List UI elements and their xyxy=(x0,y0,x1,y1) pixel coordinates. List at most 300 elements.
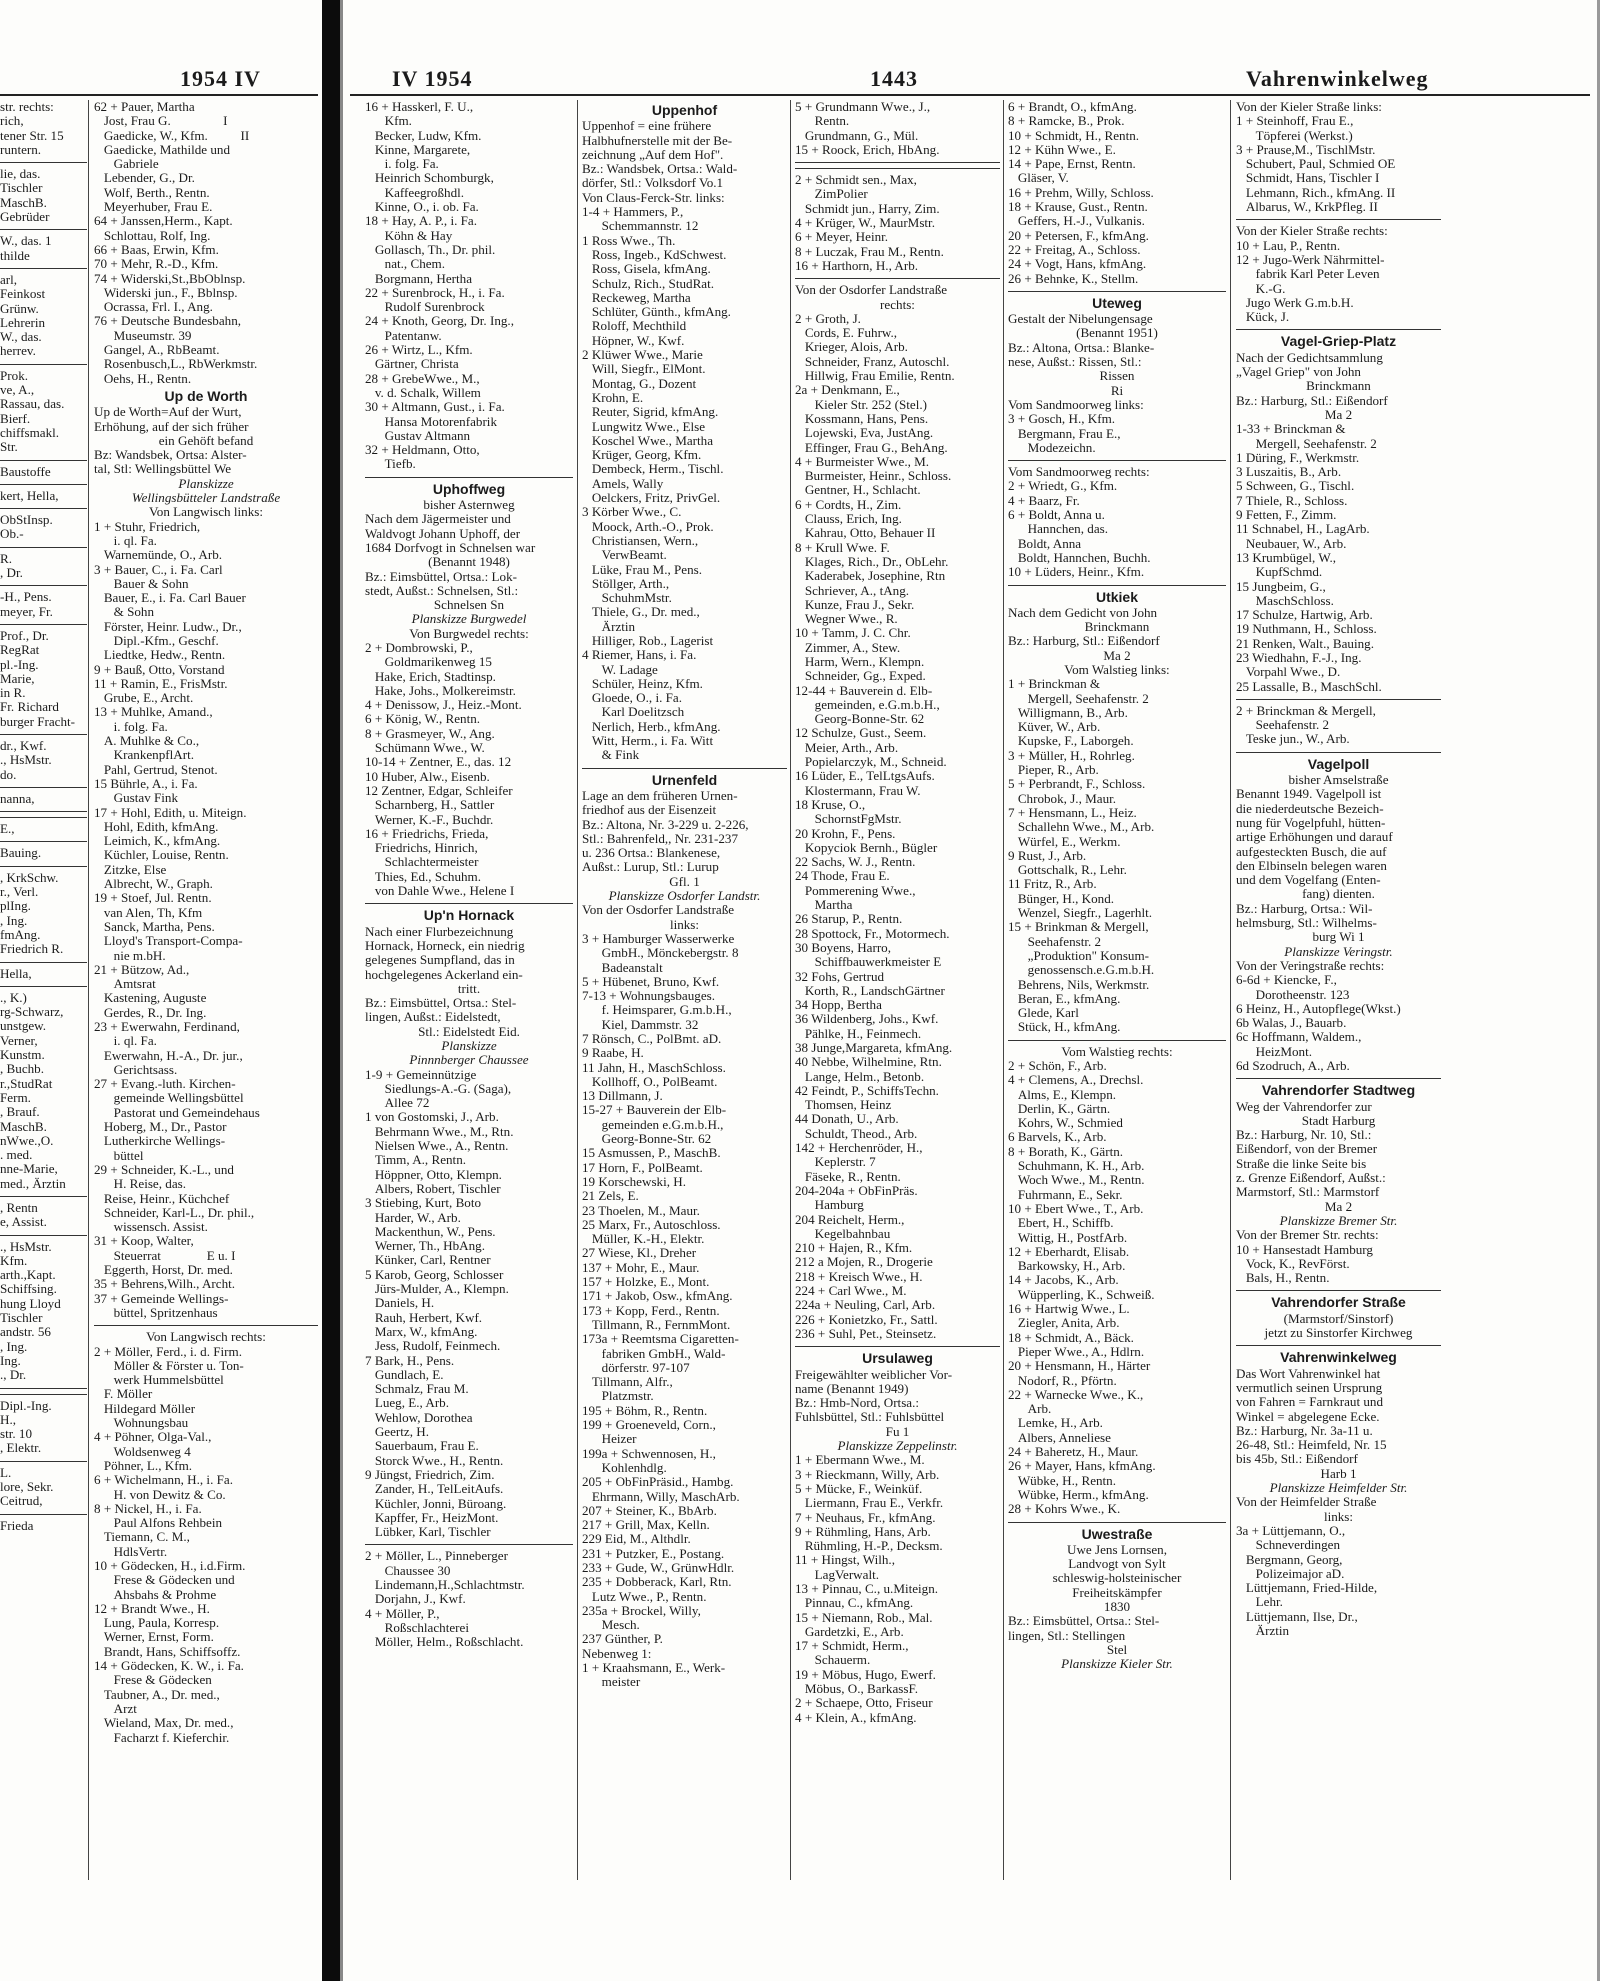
directory-entry: 4 + Möller, P., xyxy=(365,1605,440,1621)
directory-entry: ve, A., xyxy=(0,382,35,398)
directory-entry: Schümann Wwe., W. xyxy=(365,740,485,756)
directory-entry: 24 + Knoth, Georg, Dr. Ing., xyxy=(365,313,514,329)
directory-entry: 1 Ross Wwe., Th. xyxy=(582,232,676,248)
directory-entry: Bauer & Sohn xyxy=(94,575,189,591)
directory-entry: Woch Wwe., M., Rentn. xyxy=(1008,1172,1145,1188)
directory-entry: Freigewählter weiblicher Vor- xyxy=(795,1366,953,1382)
directory-entry: Grube, E., Archt. xyxy=(94,690,194,706)
directory-entry: str. rechts: xyxy=(0,100,54,114)
directory-entry: Von der Kieler Straße links: xyxy=(1236,100,1382,114)
directory-entry: Möller & Förster u. Ton- xyxy=(94,1357,244,1373)
directory-entry: 17 Schulze, Hartwig, Arb. xyxy=(1236,607,1373,623)
directory-entry: Lehrerin xyxy=(0,314,46,330)
directory-entry: Steuerrat E u. I xyxy=(94,1247,236,1263)
directory-entry: Bergmann, Frau E., xyxy=(1008,425,1121,441)
directory-entry: Bz.: Harburg, Nr. 10, Stl.: xyxy=(1236,1127,1372,1143)
directory-entry: 13 Dillmann, J. xyxy=(582,1088,663,1104)
directory-entry: Stl.: Bahrenfeld,, Nr. 231-237 xyxy=(582,830,739,846)
directory-entry: 18 + Hay, A. P., i. Fa. xyxy=(365,213,478,229)
centered-text: Gfl. 1 xyxy=(669,873,700,889)
directory-entry: 31 + Koop, Walter, xyxy=(94,1233,194,1249)
directory-entry: meister xyxy=(582,1674,641,1690)
directory-entry: Siedlungs-A.-G. (Saga), xyxy=(365,1080,512,1096)
directory-entry: dr., Kwf. xyxy=(0,737,47,753)
column-2 xyxy=(365,100,573,1649)
directory-entry: Jost, Frau G. I xyxy=(94,113,228,129)
directory-entry: 9 Rust, J., Arb. xyxy=(1008,847,1087,863)
directory-entry: 29 + Schneider, K.-L., und xyxy=(94,1161,234,1177)
directory-entry: gelegenes Sumpfland, das in xyxy=(365,952,515,968)
directory-entry: Allee 72 xyxy=(365,1095,430,1111)
directory-entry: Lange, Helm., Betonb. xyxy=(795,1068,925,1084)
centered-text: Ma 2 xyxy=(1103,647,1131,663)
directory-entry: Vom Sandmoorweg links: xyxy=(1008,396,1144,412)
centered-text: (Benannt 1948) xyxy=(428,554,510,570)
directory-entry: Eißendorf, von der Bremer xyxy=(1236,1141,1378,1157)
header-rule-left xyxy=(0,94,318,96)
directory-entry: herrev. xyxy=(0,343,36,359)
directory-entry: f. Heimsparer, G.m.b.H., xyxy=(582,1002,732,1018)
centered-text: Von Burgwedel rechts: xyxy=(409,625,529,641)
directory-entry: Nielsen Wwe., A., Rentn. xyxy=(365,1138,509,1154)
directory-entry: Ferm. xyxy=(0,1089,31,1105)
directory-entry: Kunze, Frau J., Sekr. xyxy=(795,596,915,612)
directory-entry: runtern. xyxy=(0,141,42,157)
directory-entry: Bz.: Hmb-Nord, Ortsa.: xyxy=(795,1395,920,1411)
directory-entry: „Produktion" Konsum- xyxy=(1008,947,1150,963)
directory-entry: fabrik Karl Peter Leven xyxy=(1236,266,1380,282)
directory-entry: R. xyxy=(0,550,13,566)
directory-entry: 6 + Meyer, Heinr. xyxy=(795,229,889,245)
directory-entry: 226 + Konietzko, Fr., Sattl. xyxy=(795,1311,938,1327)
directory-entry: Borgmann, Hertha xyxy=(365,270,473,286)
section-divider xyxy=(0,841,87,842)
book-gutter-shadow xyxy=(340,0,343,1981)
street-title: Ursulaweg xyxy=(862,1350,933,1367)
directory-entry: Barkowsky, H., Arb. xyxy=(1008,1258,1126,1274)
directory-entry: plIng. xyxy=(0,898,31,914)
directory-entry: 2 Klüwer Wwe., Marie xyxy=(582,347,703,363)
directory-entry: Wüpperling, K., Schweiß. xyxy=(1008,1286,1155,1302)
directory-entry: und dem Vogelfang (Enten- xyxy=(1236,872,1381,888)
section-divider xyxy=(0,585,87,586)
directory-entry: den Elbinseln belegen waren xyxy=(1236,857,1387,873)
section-divider xyxy=(0,460,87,461)
centered-text: rechts: xyxy=(880,296,915,312)
directory-entry: Gebrüder xyxy=(0,209,50,225)
column-divider xyxy=(1230,100,1231,1880)
directory-entry: Tiemann, C. M., xyxy=(94,1529,190,1545)
directory-entry: Straße die linke Seite bis xyxy=(1236,1155,1367,1171)
directory-entry: Kohlenhdlg. xyxy=(582,1459,667,1475)
directory-entry: , Brauf. xyxy=(0,1104,40,1120)
directory-entry: 35 + Behrens,Wilh., Archt. xyxy=(94,1276,236,1292)
street-header: Vahrenwinkelweg xyxy=(1246,66,1429,91)
section-divider xyxy=(1236,1345,1441,1346)
directory-entry: Behrens, Nils, Werkmstr. xyxy=(1008,976,1150,992)
directory-entry: 12 + Eberhardt, Elisab. xyxy=(1008,1243,1130,1259)
directory-entry: 7 + Hensmann, L., Heiz. xyxy=(1008,804,1137,820)
directory-entry: 15 + Niemann, Rob., Mal. xyxy=(795,1609,933,1625)
directory-entry: Kieler Str. 252 (Stel.) xyxy=(795,396,928,412)
directory-entry: Tillmann, R., FernmMont. xyxy=(582,1316,731,1332)
directory-entry: Goldmarikenweg 15 xyxy=(365,654,492,670)
section-divider xyxy=(582,768,787,769)
directory-entry: Lutherkirche Wellings- xyxy=(94,1133,226,1149)
directory-entry: 10 + Hansestadt Hamburg xyxy=(1236,1241,1373,1257)
directory-entry: 17 + Hohl, Edith, u. Miteign. xyxy=(94,804,247,820)
directory-entry: 1 + Steinhoff, Frau E., xyxy=(1236,113,1354,129)
directory-entry: 210 + Hajen, R., Kfm. xyxy=(795,1240,913,1256)
directory-entry: Jess, Rudolf, Feinmech. xyxy=(365,1338,501,1354)
section-divider xyxy=(0,484,87,485)
directory-entry: Georg-Bonne-Str. 62 xyxy=(582,1131,712,1147)
directory-entry: 2a + Denkmann, E., xyxy=(795,382,900,398)
directory-entry: Kegelbahnbau xyxy=(795,1225,891,1241)
directory-entry: Mesch. xyxy=(582,1617,640,1633)
directory-entry: van Alen, Th, Kfm xyxy=(94,904,203,920)
directory-entry: Kfm. xyxy=(0,1252,28,1268)
column-divider xyxy=(790,100,791,1880)
column-3 xyxy=(582,100,787,1690)
directory-entry: MaschSchloss. xyxy=(1236,592,1334,608)
directory-entry: Künker, Carl, Rentner xyxy=(365,1252,491,1268)
column-5 xyxy=(1008,100,1226,1671)
section-divider xyxy=(0,962,87,963)
directory-entry: Kunstm. xyxy=(0,1047,45,1063)
centered-text: Von Langwisch links: xyxy=(149,504,263,520)
directory-entry: 4 + Denissow, J., Heiz.-Mont. xyxy=(365,697,522,713)
section-divider xyxy=(1008,585,1226,586)
directory-entry: Kaffeegroßhdl. xyxy=(365,184,465,200)
directory-entry: Kinne, O., i. ob. Fa. xyxy=(365,199,479,215)
directory-entry: 16 + Hartwig Wwe., L. xyxy=(1008,1301,1130,1317)
directory-entry: 70 + Mehr, R.-D., Kfm. xyxy=(94,256,219,272)
directory-entry: E., xyxy=(0,821,15,837)
directory-entry: lingen, Stl.: Stellingen xyxy=(1008,1627,1126,1643)
directory-entry: Lojewski, Eva, JustAng. xyxy=(795,425,934,441)
directory-entry: Hilliger, Rob., Lagerist xyxy=(582,632,714,648)
page-number: 1443 xyxy=(870,66,918,91)
directory-entry: H., xyxy=(0,1411,17,1427)
directory-entry: 6 Heinz, H., Autopflege(Wkst.) xyxy=(1236,1000,1401,1016)
directory-entry: Stöllger, Arth., xyxy=(582,575,670,591)
directory-entry: hung Lloyd xyxy=(0,1295,61,1311)
directory-entry: büttel, Spritzenhaus xyxy=(94,1304,218,1320)
directory-entry: 21 Renken, Walt., Bauing. xyxy=(1236,635,1374,651)
directory-entry: 74 + Widerski,St.,BbOblnsp. xyxy=(94,270,246,286)
planskizze-note: Planskizze Heimfelder Str. xyxy=(1269,1480,1408,1496)
directory-entry: Pinnau, C., kfmAng. xyxy=(795,1595,914,1611)
section-divider xyxy=(1236,752,1441,753)
directory-entry: Widerski jun., F., Bblnsp. xyxy=(94,284,238,300)
directory-entry: 27 + Evang.-luth. Kirchen- xyxy=(94,1076,236,1092)
directory-entry: wissensch. Assist. xyxy=(94,1219,208,1235)
directory-entry: Bz.: Harburg, Ortsa.: Wil- xyxy=(1236,900,1373,916)
directory-entry: Hake, Johs., Molkereimstr. xyxy=(365,682,516,698)
directory-entry: SchuhmMstr. xyxy=(582,590,672,606)
directory-entry: Ceitrud, xyxy=(0,1493,43,1509)
directory-entry: Gärtner, Christa xyxy=(365,356,459,372)
directory-entry: 12 + Kühn Wwe., E. xyxy=(1008,141,1116,157)
directory-entry: Heinrich Schomburgk, xyxy=(365,170,494,186)
directory-entry: 23 Wiedhahn, F.-J., Ing. xyxy=(1236,649,1362,665)
directory-entry: 1684 Dorfvogt in Schnelsen war xyxy=(365,539,536,555)
directory-entry: 6d Szodruch, A., Arb. xyxy=(1236,1058,1350,1073)
directory-entry: Prok. xyxy=(0,367,29,383)
directory-entry: LagVerwalt. xyxy=(795,1566,879,1582)
directory-entry: r., Verl. xyxy=(0,884,39,900)
directory-entry: Polizeimajor aD. xyxy=(1236,1565,1345,1581)
directory-entry: HdlsVertr. xyxy=(94,1543,168,1559)
directory-entry: Möller, Helm., Roßschlacht. xyxy=(365,1634,524,1650)
directory-entry: lingen, Außst.: Eidelstedt, xyxy=(365,1009,501,1025)
centered-text: links: xyxy=(669,916,700,932)
directory-entry: rich, xyxy=(0,113,24,129)
directory-entry: Von der Bremer Str. rechts: xyxy=(1236,1227,1379,1243)
directory-entry: unstgew. xyxy=(0,1018,47,1034)
directory-entry: Mackenthun, W., Pens. xyxy=(365,1223,496,1239)
directory-entry: 17 Horn, F., PolBeamt. xyxy=(582,1159,703,1175)
directory-entry: nie m.bH. xyxy=(94,947,166,963)
directory-entry: Erhöhung, auf der sich früher xyxy=(94,418,249,434)
directory-entry: 204 Reichelt, Herm., xyxy=(795,1211,905,1227)
directory-entry: gemeinde Wellingsbüttel xyxy=(94,1090,244,1106)
directory-entry: Amtsrat xyxy=(94,976,156,992)
directory-entry: 6 Barvels, K., Arb. xyxy=(1008,1129,1107,1145)
directory-entry: KrankenpflArt. xyxy=(94,747,194,763)
directory-entry: 15 Bührle, A., i. Fa. xyxy=(94,775,198,791)
directory-entry: 20 + Hensmann, H., Härter xyxy=(1008,1358,1151,1374)
directory-entry: Sauerbaum, Frau E. xyxy=(365,1438,479,1454)
directory-entry: Nach dem Gedicht von John xyxy=(1008,604,1158,620)
directory-entry: 231 + Putzker, E., Postang. xyxy=(582,1545,725,1561)
directory-entry: 5 + Perbrandt, F., Schloss. xyxy=(1008,776,1146,792)
directory-entry: 7 Bark, H., Pens. xyxy=(365,1352,455,1368)
directory-entry: 26-48, Stl.: Heimfeld, Nr. 15 xyxy=(1236,1437,1387,1453)
section-divider xyxy=(0,1196,87,1197)
directory-entry: Beran, E., kfmAng. xyxy=(1008,990,1121,1006)
directory-entry: 3 Stiebing, Kurt, Boto xyxy=(365,1195,482,1211)
directory-entry: 26 Starup, P., Rentn. xyxy=(795,911,903,927)
directory-entry: 16 + Prehm, Willy, Schloss. xyxy=(1008,184,1154,200)
directory-entry: 37 + Gemeinde Wellings- xyxy=(94,1290,229,1306)
directory-entry: 199a + Schwennosen, H., xyxy=(582,1445,716,1461)
directory-entry: & Fink xyxy=(582,747,640,763)
directory-entry: 7 Rönsch, C., PolBmt. aD. xyxy=(582,1031,722,1046)
directory-entry: Küchler, Jonni, Büroang. xyxy=(365,1495,507,1511)
directory-entry: 12-44 + Bauverein d. Elb- xyxy=(795,682,933,698)
directory-entry: 3 + Bauer, C., i. Fa. Carl xyxy=(94,561,223,577)
directory-entry: 2 + Brinckman & Mergell, xyxy=(1236,702,1376,718)
directory-entry: 19 Korschewski, H. xyxy=(582,1173,687,1189)
section-divider xyxy=(795,278,1000,279)
section-divider xyxy=(0,624,87,625)
directory-entry: Stück, H., kfmAng. xyxy=(1008,1019,1121,1035)
directory-entry: MaschB. xyxy=(0,194,47,210)
directory-entry: Hornack, Horneck, ein niedrig xyxy=(365,937,525,953)
directory-entry: Bauer, E., i. Fa. Carl Bauer xyxy=(94,590,246,606)
header-rule-right xyxy=(350,94,1590,96)
directory-entry: Nach einer Flurbezeichnung xyxy=(365,923,514,939)
directory-entry: Gestalt der Nibelungensage xyxy=(1008,311,1153,327)
section-divider xyxy=(0,1235,87,1236)
directory-entry: Lage an dem früheren Urnen- xyxy=(582,787,738,803)
directory-entry: Schlachtermeister xyxy=(365,854,479,870)
directory-entry: Lueg, E., Arb. xyxy=(365,1395,450,1411)
directory-entry: artige Erhöhungen und darauf xyxy=(1236,829,1393,845)
directory-entry: Zimmer, A., Stew. xyxy=(795,639,901,655)
directory-entry: W., das. xyxy=(0,329,42,345)
directory-entry: 8 + Nickel, H., i. Fa. xyxy=(94,1500,202,1516)
directory-entry: Wolf, Berth., Rentn. xyxy=(94,184,210,200)
directory-entry: Reckeweg, Martha xyxy=(582,289,691,305)
directory-entry: Schemmannstr. 12 xyxy=(582,218,699,234)
directory-entry: Dorotheenstr. 123 xyxy=(1236,986,1350,1002)
directory-entry: Reise, Heinr., Küchchef xyxy=(94,1190,230,1206)
section-divider xyxy=(1236,1078,1441,1079)
directory-entry: Str. xyxy=(0,439,18,455)
directory-entry: Bals, H., Rentn. xyxy=(1236,1270,1330,1286)
directory-entry: Dipl.-Ing. xyxy=(0,1397,52,1413)
directory-entry: Gerdes, R., Dr. Ing. xyxy=(94,1004,207,1020)
directory-entry: 235 + Dobberack, Karl, Rtn. xyxy=(582,1574,732,1590)
directory-entry: Schlottau, Rolf, Ing. xyxy=(94,227,211,243)
directory-entry: Schlüter, Günth., kfmAng. xyxy=(582,304,731,320)
street-title: Vagelpoll xyxy=(1307,755,1370,772)
directory-entry: Pahl, Gertrud, Stenot. xyxy=(94,761,218,777)
right-page-year-header: IV 1954 xyxy=(392,66,473,91)
section-divider xyxy=(795,168,1000,169)
section-divider xyxy=(1008,1040,1226,1041)
directory-entry: 10-14 + Zentner, E., das. 12 xyxy=(365,754,512,770)
directory-entry: Außst.: Lurup, Stl.: Lurup xyxy=(582,859,719,875)
directory-entry: 22 + Warnecke Wwe., K., xyxy=(1008,1386,1144,1402)
directory-entry: Roloff, Mechthild xyxy=(582,318,687,334)
directory-entry: Rosenbusch,L., RbWerkmstr. xyxy=(94,356,258,372)
directory-entry: 34 Hopp, Bertha xyxy=(795,997,882,1013)
directory-entry: 24 + Vogt, Hans, kfmAng. xyxy=(1008,256,1147,272)
directory-entry: lore, Sekr. xyxy=(0,1479,54,1495)
directory-entry: Meier, Arth., Arb. xyxy=(795,739,899,755)
directory-entry: Sanck, Martha, Pens. xyxy=(94,918,215,934)
section-divider xyxy=(0,229,87,230)
directory-entry: 11 Schnabel, H., LagArb. xyxy=(1236,521,1370,537)
directory-entry: Zander, H., TelLeitAufs. xyxy=(365,1481,504,1497)
directory-entry: 1 + Stuhr, Friedrich, xyxy=(94,518,201,534)
directory-entry: Chrobok, J., Maur. xyxy=(1008,790,1117,806)
directory-entry: 38 Junge,Margareta, kfmAng. xyxy=(795,1040,953,1055)
directory-entry: 2 + Schmidt sen., Max, xyxy=(795,172,917,188)
directory-entry: Geertz, H. xyxy=(365,1424,429,1440)
directory-entry: Krieger, Alois, Arb. xyxy=(795,339,908,355)
section-divider xyxy=(365,477,573,478)
directory-entry: Platzmstr. xyxy=(582,1388,654,1404)
centered-text: Ma 2 xyxy=(1324,406,1353,422)
directory-entry: 12 Zentner, Edgar, Schleifer xyxy=(365,782,513,798)
section-divider xyxy=(0,986,87,987)
directory-entry: Schubert, Paul, Schmied OE xyxy=(1236,156,1396,172)
directory-entry: Schneider, Franz, Autoschl. xyxy=(795,353,950,369)
directory-entry: 3 + Prause,M., TischlMstr. xyxy=(1236,141,1376,157)
directory-entry: 7 + Neuhaus, Fr., kfmAng. xyxy=(795,1509,936,1525)
directory-entry: Wittig, H., PostfArb. xyxy=(1008,1229,1128,1245)
directory-entry: 205 + ObFinPräsid., Hambg. xyxy=(582,1474,734,1490)
directory-entry: Willigmann, B., Arb. xyxy=(1008,704,1128,720)
directory-entry: 4 + Pöhner, Olga-Val., xyxy=(94,1429,212,1445)
directory-entry: nese, Außst.: Rissen, Stl.: xyxy=(1008,354,1142,370)
directory-entry: 21 Zels, E. xyxy=(582,1188,639,1204)
directory-entry: Thies, Ed., Schuhm. xyxy=(365,868,482,884)
directory-entry: 12 + Brandt Wwe., H. xyxy=(94,1600,210,1616)
directory-entry: Pieper Wwe., A., Hdlrn. xyxy=(1008,1343,1145,1359)
directory-entry: Harm, Wern., Klempn. xyxy=(795,653,925,669)
directory-entry: Krüger, Georg, Kfm. xyxy=(582,447,702,463)
centered-text: burg Wi 1 xyxy=(1312,929,1365,945)
directory-entry: 4 + Burmeister Wwe., M. xyxy=(795,453,930,469)
centered-text: Freiheitskämpfer xyxy=(1072,1584,1162,1600)
directory-entry: Glede, Karl xyxy=(1008,1005,1079,1021)
directory-entry: i. folg. Fa. xyxy=(94,718,168,734)
directory-entry: ZimPolier xyxy=(795,186,868,202)
directory-entry: Moock, Arth.-O., Prok. xyxy=(582,518,714,534)
directory-entry: Lüttjemann, Fried-Hilde, xyxy=(1236,1580,1378,1596)
directory-entry: 5 Karob, Georg, Schlosser xyxy=(365,1266,504,1282)
directory-entry: Schüler, Heinz, Kfm. xyxy=(582,675,703,691)
section-divider xyxy=(795,1346,1000,1347)
directory-entry: Kastening, Auguste xyxy=(94,990,207,1006)
centered-text: Stel xyxy=(1106,1641,1128,1657)
directory-entry: Frese & Gödecken und xyxy=(94,1572,235,1588)
street-title: Vahrenwinkelweg xyxy=(1280,1349,1397,1366)
directory-entry: aufgesteckten Busch, die auf xyxy=(1236,843,1387,859)
directory-entry: Schmalz, Frau M. xyxy=(365,1381,469,1397)
directory-entry: Würfel, E., Werkm. xyxy=(1008,833,1121,849)
centered-text: Vom Walstieg links: xyxy=(1064,661,1170,677)
directory-entry: W., das. 1 xyxy=(0,233,52,249)
directory-entry: pl.-Ing. xyxy=(0,656,39,672)
directory-entry: 28 + Kohrs Wwe., K. xyxy=(1008,1501,1121,1517)
directory-entry: Derlin, K., Gärtn. xyxy=(1008,1100,1111,1116)
directory-entry: 15 Jungbeim, G., xyxy=(1236,578,1326,594)
planskizze-note: Planskizze xyxy=(178,475,234,491)
directory-entry: Gustav Fink xyxy=(94,790,179,806)
directory-entry: Cords, E. Fuhrw., xyxy=(795,325,898,341)
directory-entry: Gentner, H., Schlacht. xyxy=(795,482,921,498)
directory-entry: 9 Raabe, H. xyxy=(582,1045,644,1061)
directory-entry: Benannt 1949. Vagelpoll ist xyxy=(1236,786,1382,802)
directory-entry: 14 + Jacobs, K., Arb. xyxy=(1008,1272,1119,1288)
directory-entry: Gustav Altmann xyxy=(365,427,471,443)
directory-entry: 235a + Brockel, Willy, xyxy=(582,1602,701,1618)
directory-entry: vermutlich seinen Ursprung xyxy=(1236,1379,1383,1395)
section-divider xyxy=(0,162,87,163)
directory-entry: nWwe.,O. xyxy=(0,1132,54,1148)
directory-entry: 17 + Schmidt, Herm., xyxy=(795,1638,909,1654)
directory-entry: Marie, xyxy=(0,670,35,686)
directory-entry: meyer, Fr. xyxy=(0,603,53,619)
directory-entry: 7 Thiele, R., Schloss. xyxy=(1236,492,1348,508)
directory-entry: Alms, E., Klempn. xyxy=(1008,1086,1117,1102)
directory-entry: Wieland, Max, Dr. med., xyxy=(94,1715,234,1731)
directory-entry: 4 + Clemens, A., Drechsl. xyxy=(1008,1072,1144,1088)
directory-entry: 7-13 + Wohnungsbauges. xyxy=(582,988,716,1004)
directory-entry: 30 + Altmann, Gust., i. Fa. xyxy=(365,399,505,415)
directory-entry: Förster, Heinr. Ludw., Dr., xyxy=(94,618,242,634)
directory-entry: HeizMont. xyxy=(1236,1043,1313,1059)
directory-entry: 8 + Borath, K., Gärtn. xyxy=(1008,1143,1124,1159)
directory-entry: Heizer xyxy=(582,1431,637,1447)
